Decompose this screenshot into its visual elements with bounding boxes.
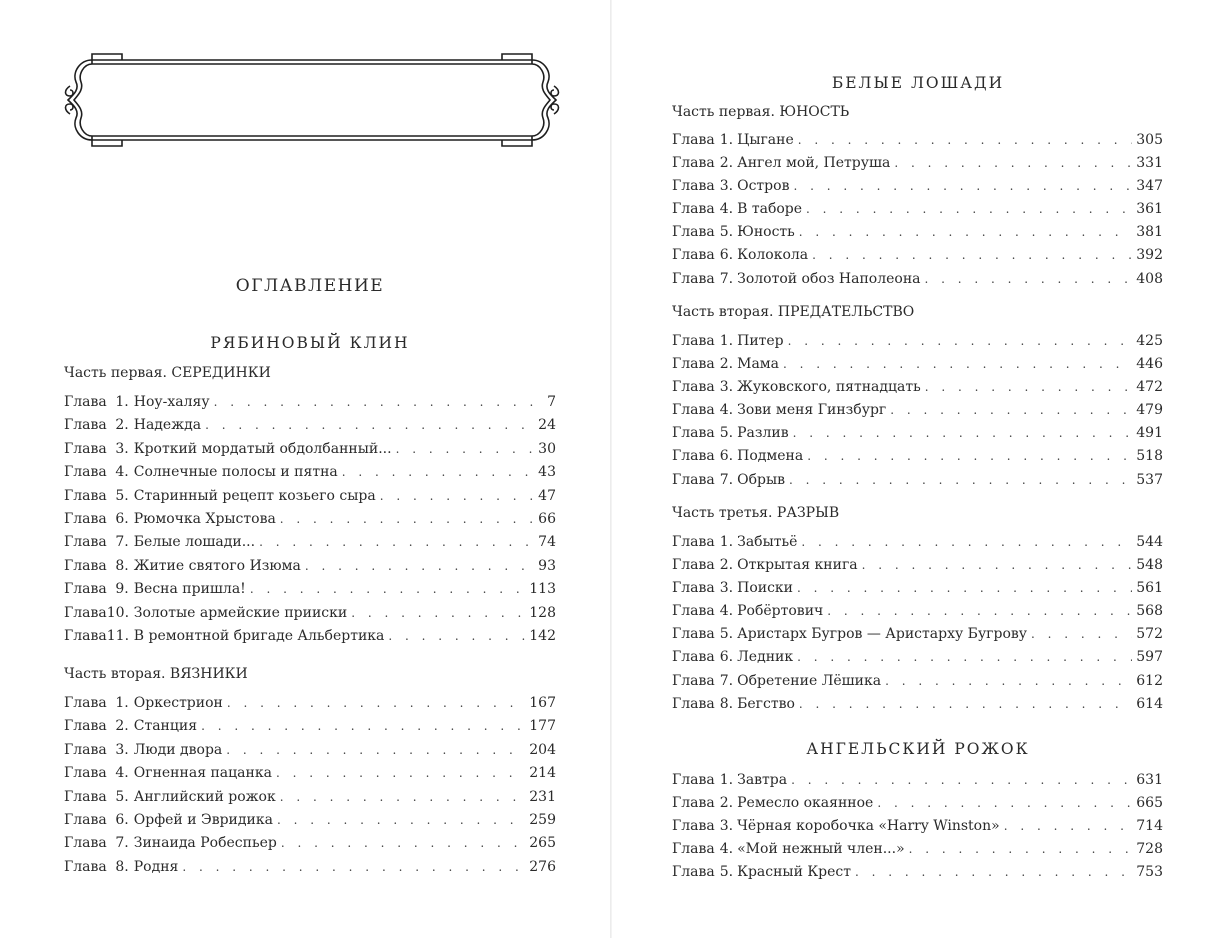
chapter-entry[interactable] <box>672 861 1163 884</box>
page-number: 128 <box>529 604 556 621</box>
page-number: 568 <box>1136 603 1163 620</box>
page-number: 518 <box>1136 448 1163 465</box>
chapter-label: Глава <box>64 417 107 434</box>
chapter-number: 7. <box>115 835 129 852</box>
book-title-white-horses: БЕЛЫЕ ЛОШАДИ <box>831 74 1005 92</box>
right-page <box>612 0 1222 938</box>
chapter-number: 9. <box>115 581 129 598</box>
page-number: 142 <box>529 627 556 644</box>
page-number: 472 <box>1136 379 1163 396</box>
chapter-list <box>64 391 556 648</box>
chapter-label: Глава <box>672 425 715 442</box>
page-number: 408 <box>1136 270 1163 287</box>
chapter-number: 3. <box>115 741 129 758</box>
dot-leader <box>280 508 534 531</box>
page-number: 631 <box>1136 772 1163 788</box>
dot-leader <box>798 129 1133 152</box>
chapter-number: 1. <box>719 772 734 788</box>
chapter-number: 1. <box>719 534 734 550</box>
page-number: 30 <box>538 440 556 457</box>
chapter-entry[interactable] <box>672 399 1163 422</box>
dot-leader <box>797 577 1132 600</box>
chapter-number: 1. <box>719 132 734 148</box>
chapter-number: 2. <box>719 795 734 812</box>
dot-leader <box>388 625 525 648</box>
chapter-list <box>64 692 556 879</box>
chapter-list <box>672 129 1163 291</box>
dot-leader <box>925 268 1133 291</box>
dot-leader <box>342 461 534 484</box>
dot-leader <box>380 485 534 508</box>
chapter-list <box>672 769 1163 884</box>
chapter-entry[interactable] <box>64 832 556 855</box>
chapter-entry[interactable] <box>672 152 1163 175</box>
page-number: 74 <box>538 534 556 551</box>
chapter-label: Глава <box>672 379 715 396</box>
chapter-label: Глава <box>672 224 715 241</box>
dot-leader <box>909 838 1133 861</box>
chapter-number: 6. <box>115 811 129 828</box>
page-number: 66 <box>538 510 556 527</box>
left-page <box>0 0 610 938</box>
dot-leader <box>259 531 534 554</box>
chapter-title: Цыгане <box>737 132 794 148</box>
chapter-number: 6. <box>115 510 129 527</box>
chapter-list <box>672 330 1163 492</box>
chapter-number: 5. <box>719 425 734 442</box>
page-number: 537 <box>1136 471 1163 488</box>
chapter-title: Надежда <box>133 417 202 434</box>
chapter-title: Люди двора <box>133 741 223 758</box>
chapter-label: Глава <box>672 864 715 881</box>
chapter-title: Солнечные полосы и пятна <box>133 464 338 481</box>
chapter-label: Глава <box>64 394 107 410</box>
chapter-entry[interactable] <box>672 330 1163 353</box>
chapter-entry[interactable] <box>672 376 1163 399</box>
chapter-entry[interactable] <box>672 792 1163 815</box>
dot-leader <box>797 646 1132 669</box>
chapter-title: Оркестрион <box>133 695 223 711</box>
dot-leader <box>862 554 1133 577</box>
chapter-number: 6. <box>719 247 734 264</box>
page-number: 43 <box>538 464 556 481</box>
dot-leader <box>894 152 1132 175</box>
chapter-number: 2. <box>719 155 734 172</box>
dot-leader <box>812 244 1132 267</box>
page-number: 491 <box>1136 425 1163 442</box>
part-heading: Часть первая. ЮНОСТЬ <box>672 104 850 120</box>
chapter-entry[interactable] <box>672 670 1163 693</box>
chapter-title: Колокола <box>737 247 809 264</box>
chapter-entry[interactable] <box>64 762 556 785</box>
chapter-entry[interactable] <box>64 531 556 554</box>
page-number: 479 <box>1136 402 1163 419</box>
chapter-number: 2. <box>719 356 734 373</box>
page-number: 276 <box>529 858 556 875</box>
chapter-title: Открытая книга <box>737 557 858 574</box>
chapter-number: 2. <box>115 718 129 735</box>
dot-leader <box>396 438 535 461</box>
page-number: 177 <box>529 718 556 735</box>
chapter-number: 1. <box>719 333 734 349</box>
chapter-entry[interactable] <box>64 856 556 879</box>
chapter-title: Питер <box>737 333 784 349</box>
chapter-entry[interactable] <box>64 414 556 437</box>
ornamental-frame-icon <box>62 50 562 150</box>
chapter-number: 8. <box>719 695 734 712</box>
chapter-entry[interactable] <box>672 693 1163 716</box>
chapter-label: Глава <box>672 695 715 712</box>
chapter-entry[interactable] <box>672 769 1163 792</box>
chapter-label: Глава <box>64 858 107 875</box>
chapter-number: 5. <box>719 864 734 881</box>
dot-leader <box>280 786 526 809</box>
chapter-title: Жуковского, пятнадцать <box>737 379 921 396</box>
chapter-title: Зови меня Гинзбург <box>737 402 887 419</box>
chapter-number: 5. <box>719 224 734 241</box>
dot-leader <box>201 715 525 738</box>
chapter-entry[interactable] <box>672 353 1163 376</box>
chapter-number: 8. <box>115 858 129 875</box>
chapter-entry[interactable] <box>64 786 556 809</box>
chapter-number: 7. <box>719 471 734 488</box>
chapter-title: Красный Крест <box>737 864 852 881</box>
chapter-entry[interactable] <box>672 838 1163 861</box>
chapter-title: Родня <box>133 858 179 875</box>
chapter-title: Бегство <box>737 695 795 712</box>
chapter-entry[interactable] <box>672 221 1163 244</box>
chapter-title: Житие святого Изюма <box>133 557 301 574</box>
chapter-number: 5. <box>115 487 129 504</box>
dot-leader <box>281 832 525 855</box>
chapter-number: 1. <box>115 394 129 410</box>
chapter-label: Глава <box>672 626 715 643</box>
chapter-title: В ремонтной бригаде Альбертика <box>133 627 385 644</box>
chapter-title: «Мой нежный член...» <box>737 841 905 858</box>
dot-leader <box>783 353 1132 376</box>
page-number: 753 <box>1136 864 1163 881</box>
chapter-label: Глава <box>672 795 715 812</box>
chapter-label: Глава <box>672 580 715 597</box>
chapter-label: Глава <box>672 649 715 666</box>
chapter-label: Глава <box>672 155 715 172</box>
chapter-number: 4. <box>115 765 129 782</box>
page-number: 305 <box>1136 132 1163 148</box>
page-number: 544 <box>1136 534 1163 550</box>
chapter-entry[interactable] <box>672 129 1163 152</box>
chapter-entry[interactable] <box>672 646 1163 669</box>
chapter-label: Глава <box>64 627 107 644</box>
dot-leader <box>890 399 1132 422</box>
dot-leader <box>827 600 1132 623</box>
chapter-title: Станция <box>133 718 198 735</box>
chapter-entry[interactable] <box>64 715 556 738</box>
chapter-label: Глава <box>64 464 107 481</box>
page-number: 259 <box>529 811 556 828</box>
page-number: 167 <box>529 695 556 711</box>
chapter-title: Забытьё <box>737 534 798 550</box>
chapter-entry[interactable] <box>672 198 1163 221</box>
book-title-angel-horn: АНГЕЛЬСКИЙ РОЖОК <box>806 740 1030 758</box>
dot-leader <box>793 422 1133 445</box>
chapter-label: Глава <box>672 178 715 195</box>
chapter-label: Глава <box>64 487 107 504</box>
chapter-entry[interactable] <box>672 815 1163 838</box>
chapter-number: 7. <box>719 672 734 689</box>
page-number: 446 <box>1136 356 1163 373</box>
chapter-title: Подмена <box>737 448 804 465</box>
page-number: 612 <box>1136 672 1163 689</box>
page-number: 93 <box>538 557 556 574</box>
chapter-number: 7. <box>719 270 734 287</box>
page-number: 561 <box>1136 580 1163 597</box>
chapter-entry[interactable] <box>672 469 1163 492</box>
chapter-number: 4. <box>115 464 129 481</box>
dot-leader <box>1004 815 1133 838</box>
chapter-label: Глава <box>672 132 715 148</box>
chapter-entry[interactable] <box>64 461 556 484</box>
chapter-entry[interactable] <box>672 577 1163 600</box>
dot-leader <box>877 792 1132 815</box>
page-number: 728 <box>1136 841 1163 858</box>
chapter-title: Поиски <box>737 580 793 597</box>
dot-leader <box>788 330 1133 353</box>
page-number: 597 <box>1136 649 1163 666</box>
chapter-title: Ноу-халяу <box>133 394 210 410</box>
book-title-rowan-wedge: РЯБИНОВЫЙ КЛИН <box>210 334 410 352</box>
chapter-label: Глава <box>672 672 715 689</box>
chapter-label: Глава <box>672 448 715 465</box>
chapter-entry[interactable] <box>64 809 556 832</box>
dot-leader <box>925 376 1133 399</box>
chapter-number: 4. <box>719 201 734 218</box>
chapter-title: Зинаида Робеспьер <box>133 835 277 852</box>
chapter-title: Белые лошади... <box>133 534 256 551</box>
chapter-entry[interactable] <box>672 531 1163 554</box>
chapter-number: 3. <box>115 440 129 457</box>
chapter-entry[interactable] <box>672 268 1163 291</box>
chapter-title: Ледник <box>737 649 794 666</box>
dot-leader <box>793 175 1132 198</box>
dot-leader <box>855 861 1132 884</box>
dot-leader <box>807 445 1132 468</box>
dot-leader <box>276 762 525 785</box>
chapter-title: Обретение Лёшика <box>737 672 882 689</box>
chapter-label: Глава <box>672 841 715 858</box>
chapter-title: Английский рожок <box>133 788 276 805</box>
chapter-title: Ремесло окаянное <box>737 795 874 812</box>
chapter-title: В таборе <box>737 201 803 218</box>
chapter-title: Обрыв <box>737 471 786 488</box>
page-number: 331 <box>1136 155 1163 172</box>
dot-leader <box>799 693 1132 716</box>
page-number: 24 <box>538 417 556 434</box>
chapter-title: Остров <box>737 178 790 195</box>
chapter-title: Чёрная коробочка «Harry Winston» <box>737 818 1000 835</box>
chapter-entry[interactable] <box>64 555 556 578</box>
chapter-label: Глава <box>672 818 715 835</box>
dot-leader <box>277 809 525 832</box>
chapter-label: Глава <box>64 741 107 758</box>
page-number: 392 <box>1136 247 1163 264</box>
page-number: 665 <box>1136 795 1163 812</box>
chapter-label: Глава <box>64 811 107 828</box>
chapter-title: Золотой обоз Наполеона <box>737 270 921 287</box>
chapter-label: Глава <box>64 765 107 782</box>
dot-leader <box>799 221 1132 244</box>
chapter-label: Глава <box>672 557 715 574</box>
page-number: 214 <box>529 765 556 782</box>
chapter-label: Глава <box>672 356 715 373</box>
page-number: 231 <box>529 788 556 805</box>
chapter-number: 3. <box>719 818 734 835</box>
page-number: 113 <box>529 581 556 598</box>
chapter-number: 3. <box>719 178 734 195</box>
part-heading: Часть первая. СЕРЕДИНКИ <box>64 365 271 381</box>
page-number: 347 <box>1136 178 1163 195</box>
chapter-number: 4. <box>719 841 734 858</box>
page-number: 614 <box>1136 695 1163 712</box>
chapter-label: Глава <box>64 510 107 527</box>
chapter-label: Глава <box>672 603 715 620</box>
dot-leader <box>791 769 1132 792</box>
chapter-title: Разлив <box>737 425 789 442</box>
chapter-entry[interactable] <box>672 623 1163 646</box>
chapter-label: Глава <box>64 534 107 551</box>
chapter-entry[interactable] <box>672 175 1163 198</box>
chapter-number: 4. <box>719 402 734 419</box>
chapter-label: Глава <box>64 788 107 805</box>
chapter-entry[interactable] <box>672 244 1163 267</box>
dot-leader <box>351 602 525 625</box>
page-number: 265 <box>529 835 556 852</box>
chapter-label: Глава <box>64 440 107 457</box>
chapter-number: 2. <box>115 417 129 434</box>
chapter-number: 7. <box>115 534 129 551</box>
dot-leader <box>789 469 1132 492</box>
chapter-number: 5. <box>719 626 734 643</box>
page-number: 425 <box>1136 333 1163 349</box>
chapter-entry[interactable] <box>64 692 556 715</box>
chapter-label: Глава <box>672 471 715 488</box>
chapter-label: Глава <box>64 718 107 735</box>
dot-leader <box>1031 623 1132 646</box>
chapter-title: Завтра <box>737 772 788 788</box>
dot-leader <box>205 414 534 437</box>
page-number: 361 <box>1136 201 1163 218</box>
part-heading: Часть третья. РАЗРЫВ <box>672 505 840 521</box>
page-number: 204 <box>529 741 556 758</box>
dot-leader <box>806 198 1132 221</box>
chapter-entry[interactable] <box>64 391 556 414</box>
page-number: 714 <box>1136 818 1163 835</box>
chapter-title: Рюмочка Хрыстова <box>133 510 276 527</box>
chapter-entry[interactable] <box>64 485 556 508</box>
chapter-label: Глава <box>64 695 107 711</box>
chapter-label: Глава <box>672 772 715 788</box>
chapter-title: Весна пришла! <box>133 581 246 598</box>
chapter-entry[interactable] <box>64 739 556 762</box>
dot-leader <box>250 578 525 601</box>
chapter-title: Мама <box>737 356 780 373</box>
chapter-entry[interactable] <box>64 625 556 648</box>
chapter-title: Орфей и Эвридика <box>133 811 273 828</box>
chapter-label: Глава <box>672 247 715 264</box>
chapter-title: Робёртович <box>737 603 824 620</box>
chapter-number: 1. <box>115 695 129 711</box>
chapter-list <box>672 531 1163 716</box>
chapter-entry[interactable] <box>64 602 556 625</box>
dot-leader <box>214 391 544 414</box>
chapter-title: Старинный рецепт козьего сыра <box>133 487 376 504</box>
page-number: 381 <box>1136 224 1163 241</box>
chapter-entry[interactable] <box>672 554 1163 577</box>
chapter-entry[interactable] <box>672 600 1163 623</box>
chapter-entry[interactable] <box>64 578 556 601</box>
chapter-label: Глава <box>64 835 107 852</box>
chapter-label: Глава <box>64 557 107 574</box>
chapter-number: 3. <box>719 580 734 597</box>
page-number: 572 <box>1136 626 1163 643</box>
chapter-title: Ангел мой, Петруша <box>737 155 891 172</box>
chapter-number: 4. <box>719 603 734 620</box>
part-heading: Часть вторая. ПРЕДАТЕЛЬСТВО <box>672 304 915 320</box>
chapter-entry[interactable] <box>672 445 1163 468</box>
chapter-label: Глава <box>672 270 715 287</box>
chapter-title: Золотые армейские прииски <box>133 604 348 621</box>
chapter-entry[interactable] <box>672 422 1163 445</box>
chapter-entry[interactable] <box>64 508 556 531</box>
page-number: 7 <box>547 394 556 410</box>
dot-leader <box>226 739 525 762</box>
dot-leader <box>227 692 525 715</box>
chapter-label: Глава <box>672 333 715 349</box>
dot-leader <box>305 555 534 578</box>
chapter-entry[interactable] <box>64 438 556 461</box>
chapter-number: 5. <box>115 788 129 805</box>
chapter-title: Юность <box>737 224 795 241</box>
dot-leader <box>801 531 1132 554</box>
chapter-number: 10. <box>106 604 130 621</box>
chapter-label: Глава <box>672 201 715 218</box>
chapter-number: 6. <box>719 649 734 666</box>
chapter-label: Глава <box>64 604 107 621</box>
chapter-title: Кроткий мордатый обдолбанный... <box>133 440 392 457</box>
dot-leader <box>885 670 1132 693</box>
dot-leader <box>182 856 525 879</box>
chapter-label: Глава <box>672 534 715 550</box>
page-number: 47 <box>538 487 556 504</box>
chapter-number: 3. <box>719 379 734 396</box>
page-number: 548 <box>1136 557 1163 574</box>
chapter-number: 6. <box>719 448 734 465</box>
chapter-number: 2. <box>719 557 734 574</box>
chapter-number: 8. <box>115 557 129 574</box>
chapter-title: Аристарх Бугров — Аристарху Бугрову <box>737 626 1028 643</box>
chapter-label: Глава <box>64 581 107 598</box>
toc-title: ОГЛАВЛЕНИЕ <box>235 276 385 296</box>
part-heading: Часть вторая. ВЯЗНИКИ <box>64 666 248 682</box>
chapter-title: Огненная пацанка <box>133 765 272 782</box>
chapter-label: Глава <box>672 402 715 419</box>
chapter-number: 11. <box>106 627 130 644</box>
